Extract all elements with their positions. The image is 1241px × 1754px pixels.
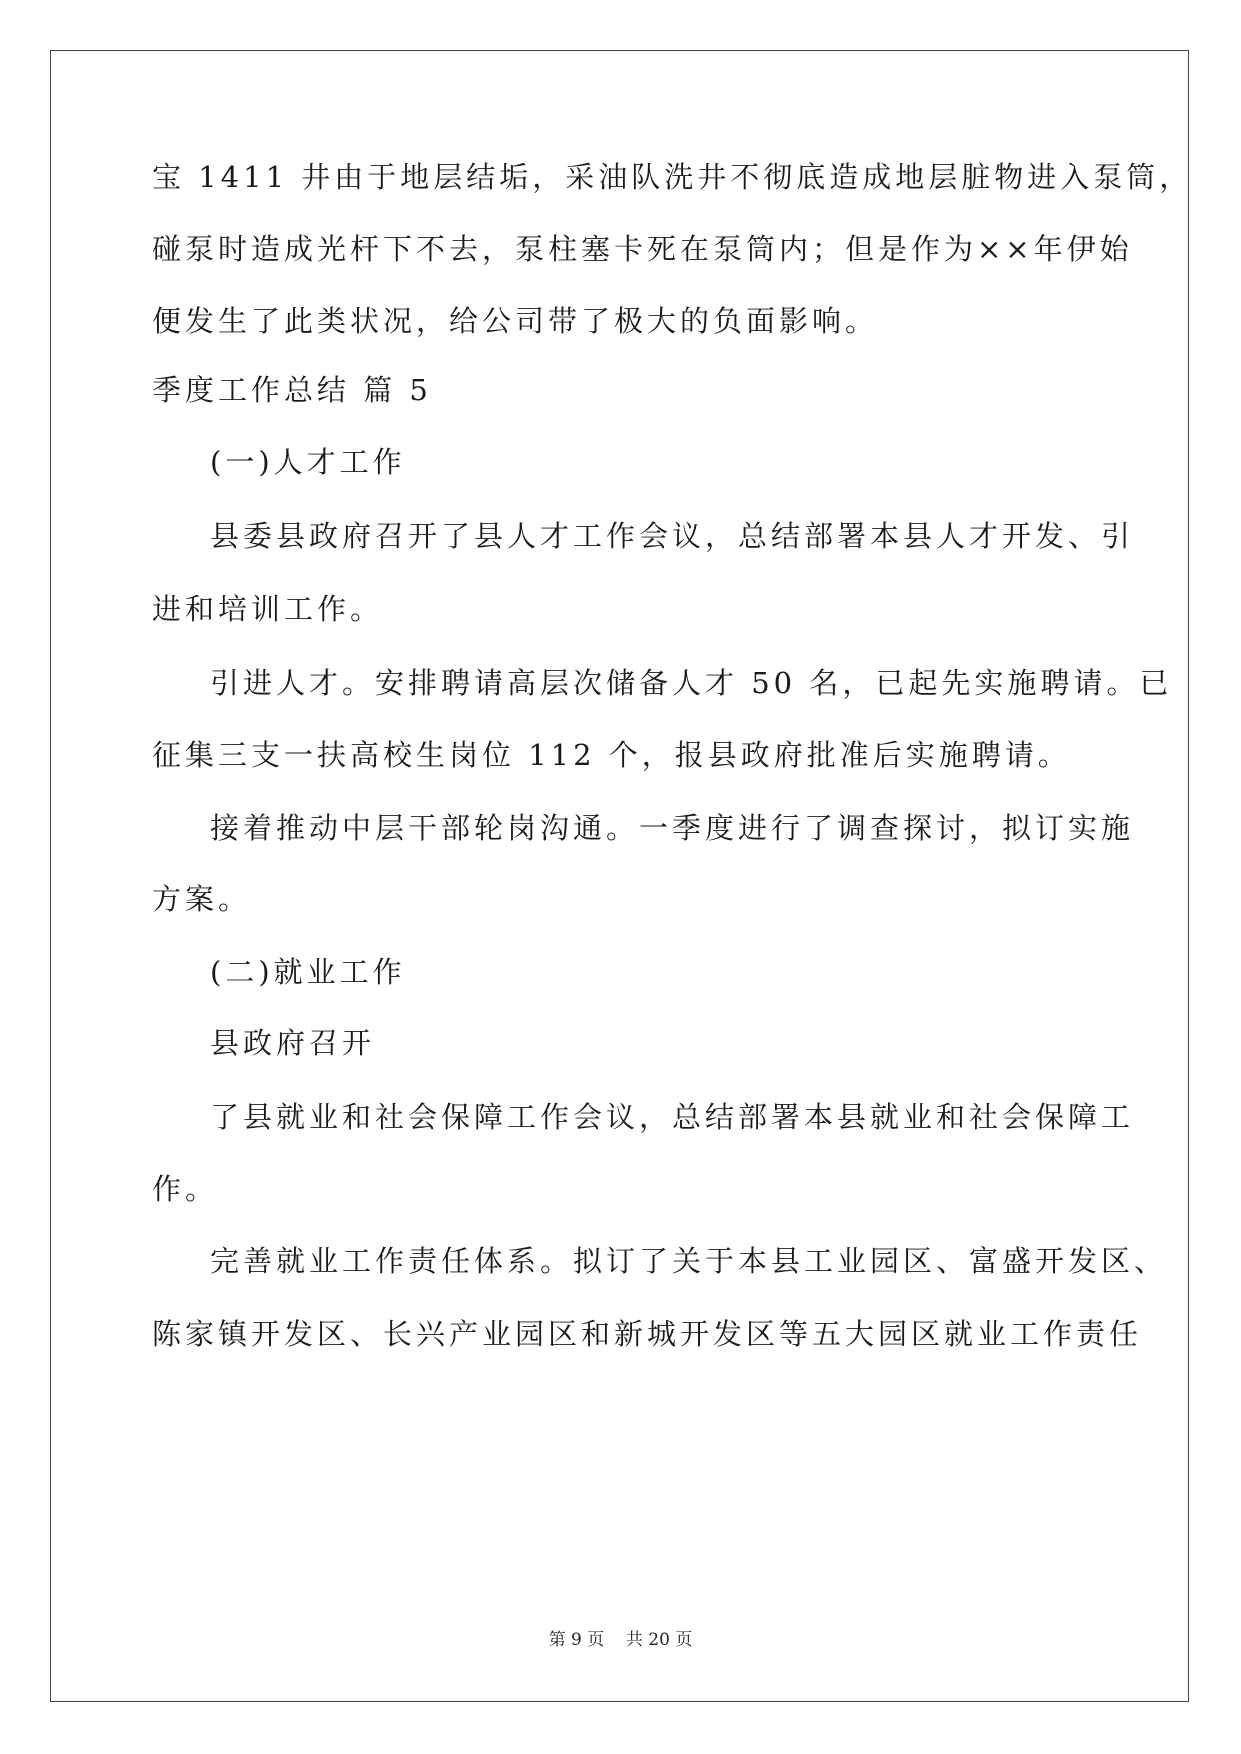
text-line: 县委县政府召开了县人才工作会议，总结部署本县人才开发、引 — [210, 519, 1135, 553]
text-line: 陈家镇开发区、长兴产业园区和新城开发区等五大园区就业工作责任 — [152, 1317, 1143, 1351]
text-line: 方案。 — [152, 882, 252, 916]
text-line: 县政府召开 — [210, 1026, 376, 1060]
text-line: 征集三支一扶高校生岗位 112 个，报县政府批准后实施聘请。 — [152, 738, 1071, 772]
text-line: 了县就业和社会保障工作会议，总结部署本县就业和社会保障工 — [210, 1100, 1135, 1134]
section-heading: 季度工作总结 篇 5 — [152, 373, 432, 407]
subsection-heading: (二)就业工作 — [210, 955, 406, 989]
page-border — [50, 50, 1189, 1702]
text-line: 碰泵时造成光杆下不去，泵柱塞卡死在泵筒内；但是作为××年伊始 — [152, 232, 1133, 266]
text-line: 完善就业工作责任体系。拟订了关于本县工业园区、富盛开发区、 — [210, 1244, 1168, 1278]
page-number-footer: 第 9 页 共 20 页 — [548, 1630, 693, 1650]
text-line: 作。 — [152, 1172, 219, 1206]
text-line: 引进人才。安排聘请高层次储备人才 50 名，已起先实施聘请。已 — [210, 666, 1173, 700]
text-line: 接着推动中层干部轮岗沟通。一季度进行了调查探讨，拟订实施 — [210, 811, 1135, 845]
text-line: 便发生了此类状况，给公司带了极大的负面影响。 — [152, 304, 879, 338]
subsection-heading: (一)人才工作 — [210, 445, 406, 479]
text-line: 进和培训工作。 — [152, 592, 384, 626]
text-line: 宝 1411 井由于地层结垢，采油队洗井不彻底造成地层脏物进入泵筒， — [152, 160, 1193, 194]
